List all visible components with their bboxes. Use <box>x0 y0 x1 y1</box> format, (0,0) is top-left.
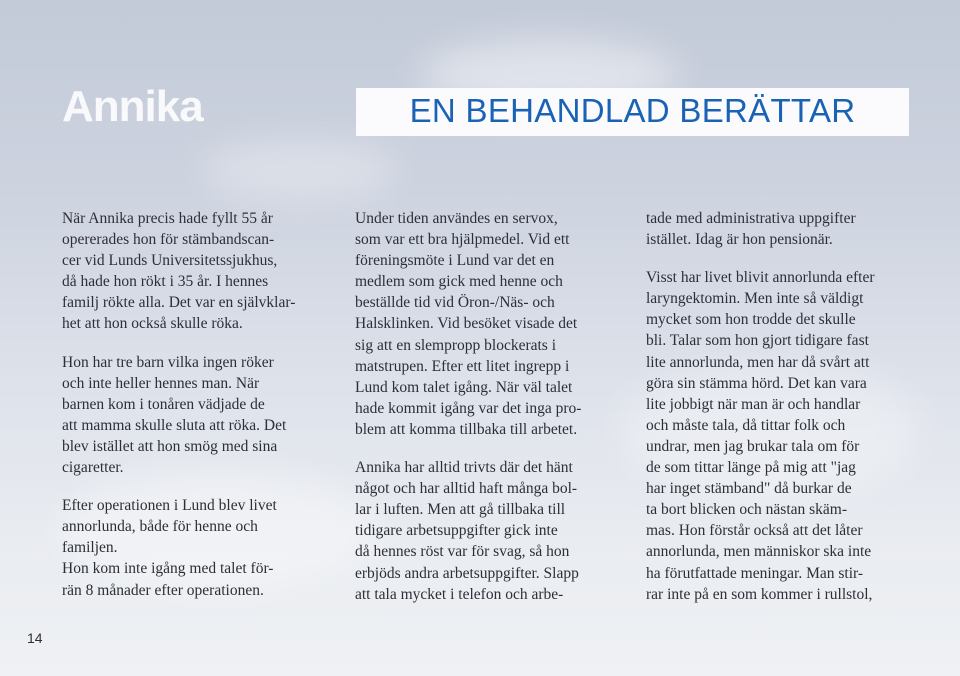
paragraph <box>62 495 324 600</box>
text-line: Visst har livet blivit annorlunda efter <box>646 269 875 287</box>
text-line: opererades hon för stämbandscan- <box>62 231 275 249</box>
text-line: blem att komma tillbaka till arbetet. <box>355 420 578 438</box>
text-line: som var ett bra hjälpmedel. Vid ett <box>355 231 570 249</box>
text-line: Under tiden användes en servox, <box>355 210 558 227</box>
text-line: lar i luften. Men att gå tillbaka till <box>355 501 566 519</box>
text-line: medlem som gick med henne och <box>355 273 563 291</box>
text-line: Lund kom talet igång. När väl talet <box>355 378 573 396</box>
text-column-1 <box>62 208 324 601</box>
text-line: bli. Talar som hon gjort tidigare fast <box>646 332 869 350</box>
text-line: något och har alltid haft många bol- <box>355 480 578 498</box>
text-line: blev istället att hon smög med sina <box>62 437 278 455</box>
text-line: och måste tala, då tittar folk och <box>646 416 846 434</box>
paragraph <box>62 352 324 479</box>
paragraph <box>646 208 912 250</box>
text-line: När Annika precis hade fyllt 55 år <box>62 210 273 227</box>
text-line: ta bort blicken och nästan skäm- <box>646 501 848 519</box>
text-line: matstrupen. Efter ett litet ingrepp i <box>355 357 570 375</box>
text-line: då hennes röst var för svag, så hon <box>355 543 570 561</box>
text-line: hade kommit igång var det inga pro- <box>355 399 582 417</box>
person-name-heading: Annika <box>62 82 203 131</box>
text-line: mycket som hon trodde det skulle <box>646 311 856 329</box>
paragraph <box>355 457 625 605</box>
text-line: Hon har tre barn vilka ingen röker <box>62 353 274 371</box>
text-line: sig att en slempropp blockerats i <box>355 336 557 354</box>
text-line: het att hon också skulle röka. <box>62 315 243 333</box>
title-banner <box>356 88 909 136</box>
text-line: cer vid Lunds Universitetssjukhus, <box>62 252 278 270</box>
text-column-3 <box>646 208 912 605</box>
text-line: istället. Idag är hon pensionär. <box>646 231 833 249</box>
text-line: då hade hon rökt i 35 år. I hennes <box>62 273 269 291</box>
text-line: familjen. <box>62 539 118 557</box>
text-line: att tala mycket i telefon och arbe- <box>355 585 564 603</box>
text-line: undrar, men jag brukar tala om för <box>646 437 860 455</box>
text-line: tidigare arbetsuppgifter gick inte <box>355 522 558 540</box>
text-line: göra sin stämma hörd. Det kan vara <box>646 374 867 392</box>
text-line: Hon kom inte igång med talet för- <box>62 560 274 578</box>
text-line: familj rökte alla. Det var en självklar- <box>62 294 296 312</box>
text-column-2 <box>355 208 625 605</box>
text-line: och inte heller hennes man. När <box>62 374 260 392</box>
paragraph <box>355 208 625 440</box>
text-line: Annika har alltid trivts där det hänt <box>355 459 573 477</box>
text-line: lite annorlunda, men har då svårt att <box>646 353 870 371</box>
text-line: annorlunda, men människor ska inte <box>646 543 872 561</box>
text-line: de som tittar länge på mig att "jag <box>646 459 856 477</box>
text-line: annorlunda, både för henne och <box>62 518 258 536</box>
text-line: rar inte på en som kommer i rullstol, <box>646 585 873 603</box>
text-line: barnen kom i tonåren vädjade de <box>62 395 265 413</box>
text-line: erbjöds andra arbetsuppgifter. Slapp <box>355 564 579 582</box>
text-line: att mamma skulle sluta att röka. Det <box>62 416 287 434</box>
text-line: Efter operationen i Lund blev livet <box>62 497 277 515</box>
page-number: 14 <box>27 630 43 646</box>
text-line: Halsklinken. Vid besöket visade det <box>355 315 578 333</box>
title-banner-text: EN BEHANDLAD BERÄTTAR <box>409 92 856 129</box>
text-line: ha förutfattade meningar. Man stir- <box>646 564 864 582</box>
text-line: lite jobbigt när man är och handlar <box>646 395 861 413</box>
text-line: mas. Hon förstår också att det låter <box>646 522 863 540</box>
paragraph <box>62 208 324 335</box>
text-line: rän 8 månader efter operationen. <box>62 581 264 599</box>
text-line: har inget stämband" då burkar de <box>646 480 852 498</box>
text-line: föreningsmöte i Lund var det en <box>355 252 555 270</box>
text-line: beställde tid vid Öron-/Näs- och <box>355 294 555 312</box>
text-line: cigaretter. <box>62 459 124 477</box>
text-line: tade med administrativa uppgifter <box>646 210 856 227</box>
text-line: laryngektomin. Men inte så väldigt <box>646 290 864 308</box>
paragraph <box>646 267 912 605</box>
